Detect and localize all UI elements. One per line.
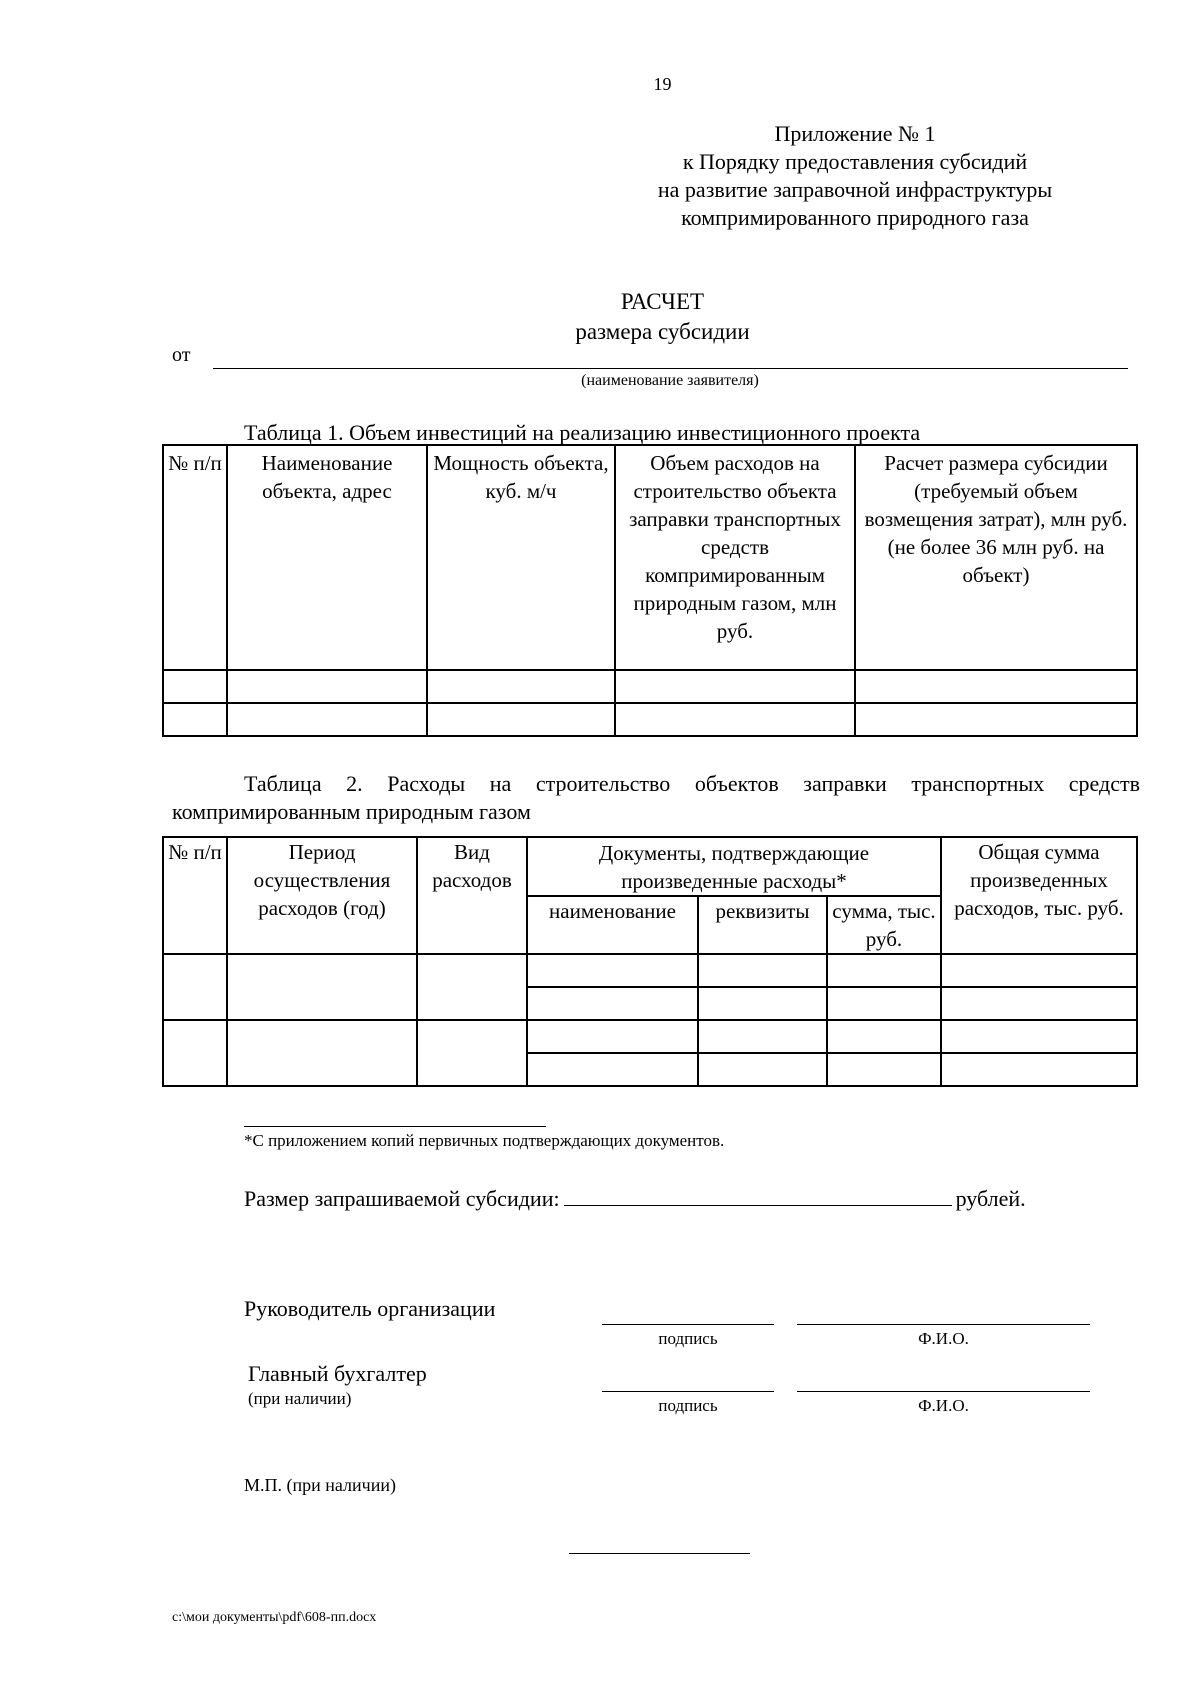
- title-sub: размера субсидии: [575, 319, 750, 344]
- table-cell[interactable]: [615, 703, 855, 736]
- table-row: [163, 1020, 1137, 1053]
- header-cell-num: № п/п: [163, 837, 227, 954]
- header-cell-total: Общая сумма произведенных расходов, тыс. руб.: [941, 837, 1137, 954]
- header-cell-period: Период осуществления расходов (год): [227, 837, 417, 954]
- document-title: [0, 287, 1200, 347]
- table-cell[interactable]: [227, 670, 427, 703]
- table-cell[interactable]: [427, 703, 615, 736]
- table-cell[interactable]: [527, 987, 698, 1020]
- table-cell[interactable]: [941, 987, 1137, 1020]
- accountant-signature-label: Главный бухгалтер: [248, 1361, 427, 1386]
- appendix-line: Приложение № 1: [774, 121, 936, 146]
- table-cell[interactable]: [163, 954, 227, 1020]
- table-cell[interactable]: [855, 670, 1137, 703]
- table-cell[interactable]: [163, 670, 227, 703]
- header-cell-docs: Документы, подтверждающие произведенные расходы*: [527, 837, 941, 896]
- table-row: [163, 670, 1137, 703]
- table-cell[interactable]: [615, 670, 855, 703]
- header-cell-docs-details: реквизиты: [698, 896, 827, 954]
- name-caption: Ф.И.О.: [918, 1329, 969, 1348]
- table-cell[interactable]: [527, 954, 698, 987]
- signature-caption: подпись: [658, 1329, 718, 1348]
- appendix-header: [580, 120, 1130, 232]
- table-cell[interactable]: [941, 1020, 1137, 1053]
- table-cell[interactable]: [941, 1053, 1137, 1086]
- table-cell[interactable]: [163, 1020, 227, 1086]
- table-cell[interactable]: [827, 987, 941, 1020]
- table-cell[interactable]: [227, 1020, 417, 1086]
- footnote: *С приложением копий первичных подтверждающих документов.: [244, 1131, 725, 1150]
- appendix-line: на развитие заправочной инфраструктуры: [657, 177, 1053, 202]
- subsidy-amount-label: Размер запрашиваемой субсидии:: [244, 1186, 560, 1211]
- file-path: c:\мои документы\pdf\608-пп.docx: [172, 1610, 377, 1625]
- title-main: РАСЧЕТ: [620, 289, 705, 314]
- applicant-caption: (наименование заявителя): [581, 372, 759, 389]
- document-end-line: [569, 1553, 750, 1554]
- table-cell[interactable]: [417, 954, 527, 1020]
- header-cell-subsidy: Расчет размера субсидии (требуемый объем возмещения затрат), млн руб. (не более 36 млн руб. на объект): [855, 445, 1137, 670]
- table-header-row: [163, 445, 1137, 670]
- table2-caption-line: Таблица 2. Расходы на строительство объектов заправки транспортных средств: [244, 771, 1140, 796]
- expenses-table: [162, 836, 1138, 1087]
- signature-caption: подпись: [658, 1396, 718, 1415]
- table-cell[interactable]: [698, 954, 827, 987]
- table2-caption: [172, 770, 1140, 826]
- accountant-note: (при наличии): [248, 1389, 352, 1408]
- from-label: от: [172, 344, 191, 366]
- header-cell-docs-name: наименование: [527, 896, 698, 954]
- table-cell[interactable]: [941, 954, 1137, 987]
- header-cell-expenses: Объем расходов на строительство объекта заправки транспортных средств компримированным природным газом, млн руб.: [615, 445, 855, 670]
- table-cell[interactable]: [827, 954, 941, 987]
- table-cell[interactable]: [417, 1020, 527, 1086]
- name-caption: Ф.И.О.: [918, 1396, 969, 1415]
- table-cell[interactable]: [855, 703, 1137, 736]
- table-header-row: [163, 837, 1137, 896]
- table-cell[interactable]: [163, 703, 227, 736]
- accountant-name-line[interactable]: [797, 1391, 1090, 1392]
- header-cell-type: Вид расходов: [417, 837, 527, 954]
- table-cell[interactable]: [827, 1020, 941, 1053]
- accountant-signature-line[interactable]: [602, 1391, 774, 1392]
- head-name-line[interactable]: [797, 1324, 1090, 1325]
- subsidy-amount-unit: рублей.: [955, 1186, 1026, 1211]
- table-cell[interactable]: [227, 954, 417, 1020]
- header-cell-name: Наименование объекта, адрес: [227, 445, 427, 670]
- investment-table: [162, 444, 1138, 737]
- table-cell[interactable]: [527, 1053, 698, 1086]
- table-cell[interactable]: [698, 1020, 827, 1053]
- header-cell-num: № п/п: [163, 445, 227, 670]
- appendix-line: к Порядку предоставления субсидий: [682, 149, 1028, 174]
- table2-caption-line: компримированным природным газом: [172, 799, 531, 824]
- head-signature-label: Руководитель организации: [244, 1296, 496, 1321]
- table-row: [163, 703, 1137, 736]
- stamp-place: М.П. (при наличии): [244, 1475, 396, 1495]
- applicant-name-line[interactable]: [213, 368, 1128, 369]
- table-row: [163, 954, 1137, 987]
- footnote-separator: [244, 1126, 546, 1127]
- appendix-line: компримированного природного газа: [681, 205, 1029, 230]
- header-cell-capacity: Мощность объекта, куб. м/ч: [427, 445, 615, 670]
- table-cell[interactable]: [827, 1053, 941, 1086]
- table1-caption: Таблица 1. Объем инвестиций на реализацию инвестиционного проекта: [244, 420, 921, 445]
- subsidy-amount-row: [244, 1185, 1026, 1212]
- table-cell[interactable]: [527, 1020, 698, 1053]
- head-signature-line[interactable]: [602, 1324, 774, 1325]
- table-cell[interactable]: [227, 703, 427, 736]
- table-cell[interactable]: [698, 1053, 827, 1086]
- header-cell-docs-sum: сумма, тыс. руб.: [827, 896, 941, 954]
- page-number: 19: [653, 74, 672, 94]
- subsidy-amount-field[interactable]: [564, 1185, 952, 1206]
- table-cell[interactable]: [698, 987, 827, 1020]
- table-cell[interactable]: [427, 670, 615, 703]
